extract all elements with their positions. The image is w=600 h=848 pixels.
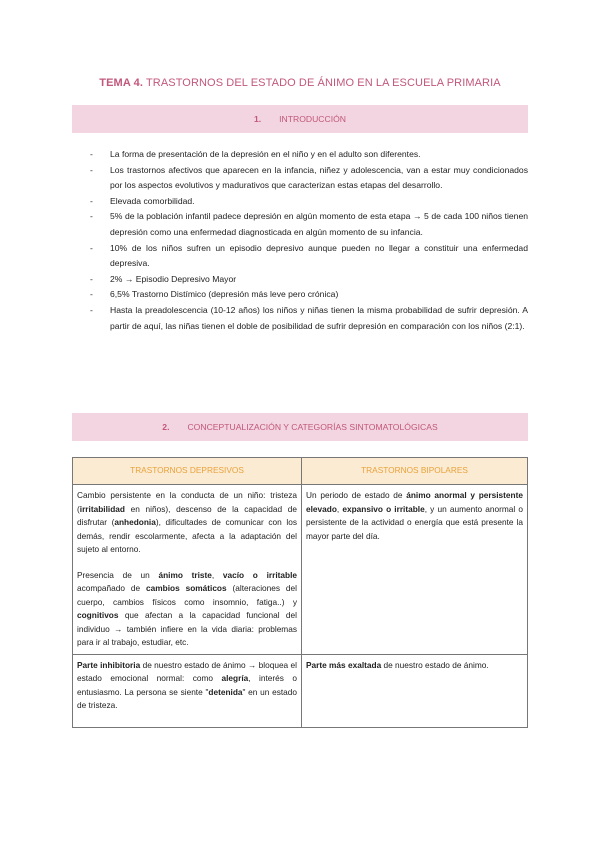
list-item: - La forma de presentación de la depresión en el niño y en el adulto son diferentes. [90, 147, 528, 163]
paragraph: Parte inhibitoria de nuestro estado de ánimo → bloquea el estado emocional normal: como alegría, interés o entusiasmo. La persona se siente "detenida" en un estado de tristeza. [77, 659, 297, 710]
bullet-dash: - [90, 195, 93, 206]
document-title [0, 77, 600, 89]
header-trastornos-bipolares: TRASTORNOS BIPOLARES [302, 458, 528, 485]
paragraph: Un periodo de estado de ánimo anormal y persistente elevado, expansivo o irritable, y un aumento anormal o persistente de la actividad o energía que está presente la mayor parte del día. [306, 490, 523, 541]
list-item: - 5% de la población infantil padece depresión en algún momento de esta etapa → 5 de cada 100 niños tienen depresión como una enfermedad diagnosticada en algún momento de su infancia. [90, 211, 528, 237]
cell-bipolares-definicion [302, 485, 528, 655]
bullet-dash: - [90, 242, 93, 253]
introduccion-list [90, 147, 528, 334]
list-item: - 6,5% Trastorno Distímico (depresión más leve pero crónica) [90, 287, 528, 303]
cell-bipolares-parte [302, 654, 528, 727]
title-number: TEMA 4. [99, 77, 143, 89]
paragraph: Presencia de un ánimo triste, vacío o irritable acompañado de cambios somáticos (alteraciones del cuerpo, cambios físicos como insomnio, fatiga..) y cognitivos que afectan a la capacidad funcional del individuo → también infiere en la vida diaria: problemas para ir al trabajo, estudiar, etc. [77, 569, 297, 647]
list-item: - Elevada comorbilidad. [90, 194, 528, 210]
section-label: CONCEPTUALIZACIÓN Y CATEGORÍAS SINTOMATOLÓGICAS [187, 422, 438, 432]
paragraph: Cambio persistente en la conducta de un niño: tristeza (irritabilidad en niños), descenso de la capacidad de disfrutar (anhedonia), dificultades de comunicar con los demás, rendir escolarmente, afecta a la adaptación del sujeto al entorno. [77, 490, 297, 554]
list-item: - 10% de los niños sufren un episodio depresivo aunque pueden no llegar a constituir una enfermedad depresiva. [90, 242, 528, 269]
list-item: - Hasta la preadolescencia (10-12 años) los niños y niñas tienen la misma probabilidad de sufrir depresión. A partir de aquí, las niñas tienen el doble de posibilidad de sufrir depresión en comparación con los niños (2:1). [90, 304, 528, 331]
bullet-dash: - [90, 273, 93, 284]
comparison-table [72, 457, 528, 728]
header-trastornos-depresivos: TRASTORNOS DEPRESIVOS [73, 458, 302, 485]
list-item: - 2% → Episodio Depresivo Mayor [90, 272, 528, 288]
section-heading-conceptualizacion [72, 413, 528, 441]
bullet-dash: - [90, 211, 93, 222]
section-number: 2. [162, 422, 170, 432]
bullet-dash: - [90, 149, 93, 159]
list-item: - Los trastornos afectivos que aparecen en la infancia, niñez y adolescencia, van a estar muy condicionados por los aspectos evolutivos y madurativos que caracterizan estas etapas del desarrollo. [90, 164, 528, 191]
bullet-dash: - [90, 289, 93, 300]
paragraph: Parte más exaltada de nuestro estado de ánimo. [306, 659, 489, 670]
table-header-row [73, 458, 528, 485]
table-row [73, 654, 528, 727]
table-row [73, 485, 528, 655]
title-text: TRASTORNOS DEL ESTADO DE ÁNIMO EN LA ESCUELA PRIMARIA [145, 77, 501, 89]
section-label: INTRODUCCIÓN [279, 114, 346, 124]
bullet-dash: - [90, 164, 93, 175]
bullet-dash: - [90, 304, 93, 315]
section-heading-introduccion [72, 105, 528, 133]
section-number: 1. [253, 114, 262, 124]
cell-depresivos-parte [73, 654, 302, 727]
cell-depresivos-definicion [73, 485, 302, 655]
